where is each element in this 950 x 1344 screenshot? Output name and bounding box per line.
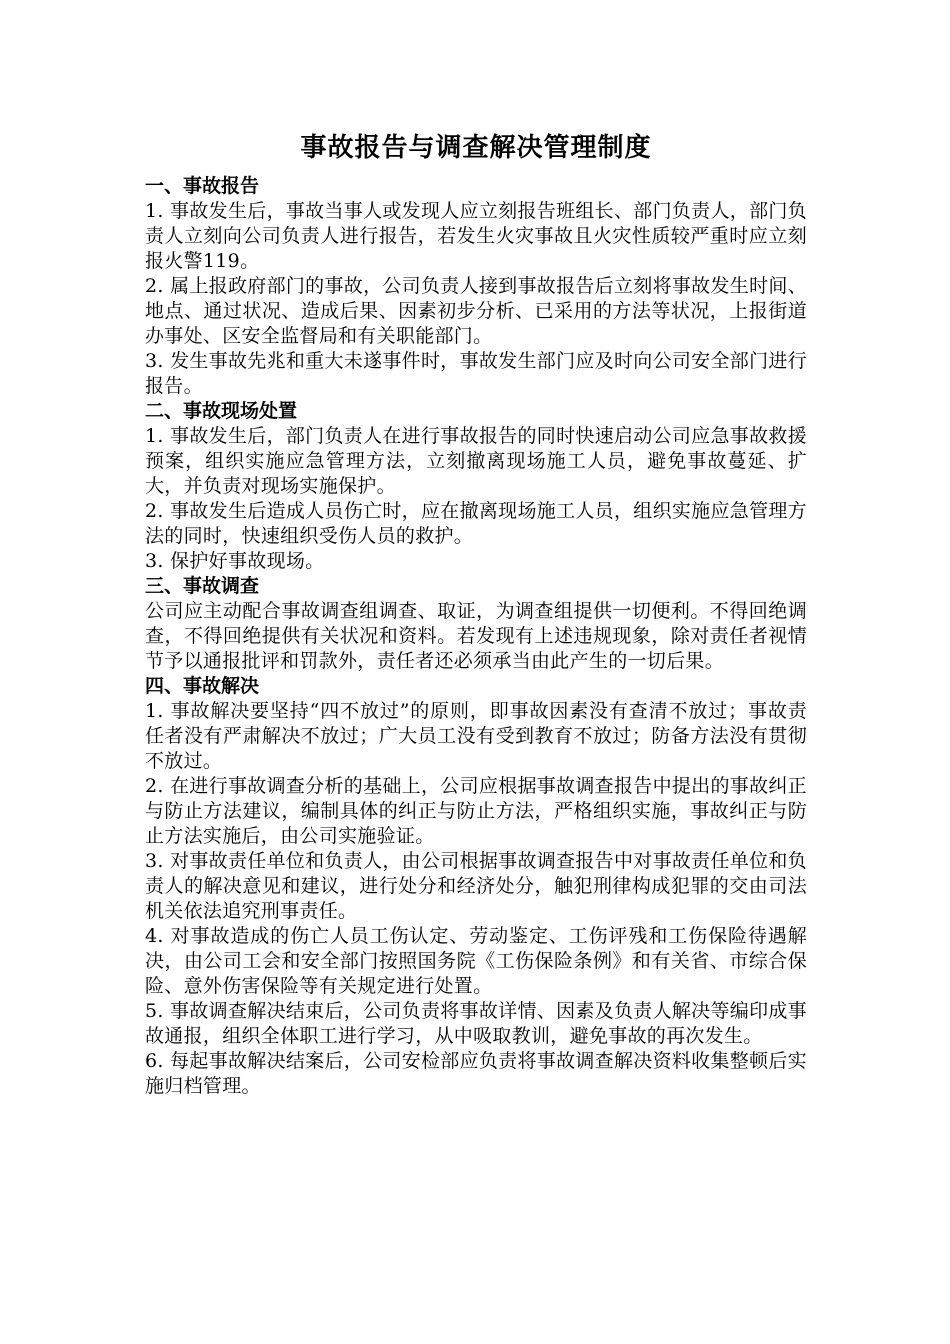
section-accident-report bbox=[145, 174, 807, 399]
paragraph: 1. 事故发生后，部门负责人在进行事故报告的同时快速启动公司应急事故救援预案，组织实施应急管理方法，立刻撤离现场施工人员，避免事故蔓延、扩大，并负责对现场实施保护。 bbox=[145, 425, 807, 497]
paragraph: 3. 对事故责任单位和负责人，由公司根据事故调查报告中对事故责任单位和负责人的解决意见和建议，进行处分和经济处分，触犯刑律构成犯罪的交由司法机关依法追究刑事责任。 bbox=[145, 850, 807, 922]
paragraph: 2. 属上报政府部门的事故，公司负责人接到事故报告后立刻将事故发生时间、地点、通过状况、造成后果、因素初步分析、已采用的方法等状况，上报街道办事处、区安全监督局和有关职能部门。 bbox=[145, 275, 807, 347]
paragraph: 1. 事故发生后，事故当事人或发现人应立刻报告班组长、部门负责人，部门负责人立刻向公司负责人进行报告，若发生火灾事故且火灾性质较严重时应立刻报火警119。 bbox=[145, 200, 807, 272]
paragraph: 2. 事故发生后造成人员伤亡时，应在撤离现场施工人员，组织实施应急管理方法的同时，快速组织受伤人员的救护。 bbox=[145, 500, 807, 547]
section-resolution bbox=[145, 674, 807, 1099]
document-title: 事故报告与调查解决管理制度 bbox=[300, 133, 652, 163]
section-scene-handling bbox=[145, 399, 807, 574]
paragraph: 1. 事故解决要坚持“四不放过”的原则，即事故因素没有查清不放过；事故责任者没有严肃解决不放过；广大员工没有受到教育不放过；防备方法没有贯彻不放过。 bbox=[145, 700, 807, 772]
paragraph: 公司应主动配合事故调查组调查、取证，为调查组提供一切便利。不得回绝调查，不得回绝提供有关状况和资料。若发现有上述违规现象，除对责任者视情节予以通报批评和罚款外，责任者还必须承当由此产生的一切后果。 bbox=[145, 600, 807, 672]
section-heading: 四、事故解决 bbox=[145, 675, 260, 697]
document-page bbox=[145, 128, 807, 1099]
section-heading: 一、事故报告 bbox=[145, 175, 260, 197]
section-heading: 三、事故调查 bbox=[145, 575, 260, 597]
paragraph: 4. 对事故造成的伤亡人员工伤认定、劳动鉴定、工伤评残和工伤保险待遇解决，由公司工会和安全部门按照国务院《工伤保险条例》和有关省、市综合保险、意外伤害保险等有关规定进行处置。 bbox=[145, 925, 807, 997]
section-investigation bbox=[145, 574, 807, 674]
paragraph: 2. 在进行事故调查分析的基础上，公司应根据事故调查报告中提出的事故纠正与防止方法建议，编制具体的纠正与防止方法，严格组织实施，事故纠正与防止方法实施后，由公司实施验证。 bbox=[145, 775, 807, 847]
paragraph: 3. 发生事故先兆和重大未遂事件时，事故发生部门应及时向公司安全部门进行报告。 bbox=[145, 350, 807, 397]
section-heading: 二、事故现场处置 bbox=[145, 400, 298, 422]
paragraph: 5. 事故调查解决结束后，公司负责将事故详情、因素及负责人解决等编印成事故通报，组织全体职工进行学习，从中吸取教训，避免事故的再次发生。 bbox=[145, 1000, 807, 1047]
paragraph: 3. 保护好事故现场。 bbox=[145, 550, 325, 572]
paragraph: 6. 每起事故解决结案后，公司安检部应负责将事故调查解决资料收集整顿后实施归档管理。 bbox=[145, 1050, 807, 1097]
